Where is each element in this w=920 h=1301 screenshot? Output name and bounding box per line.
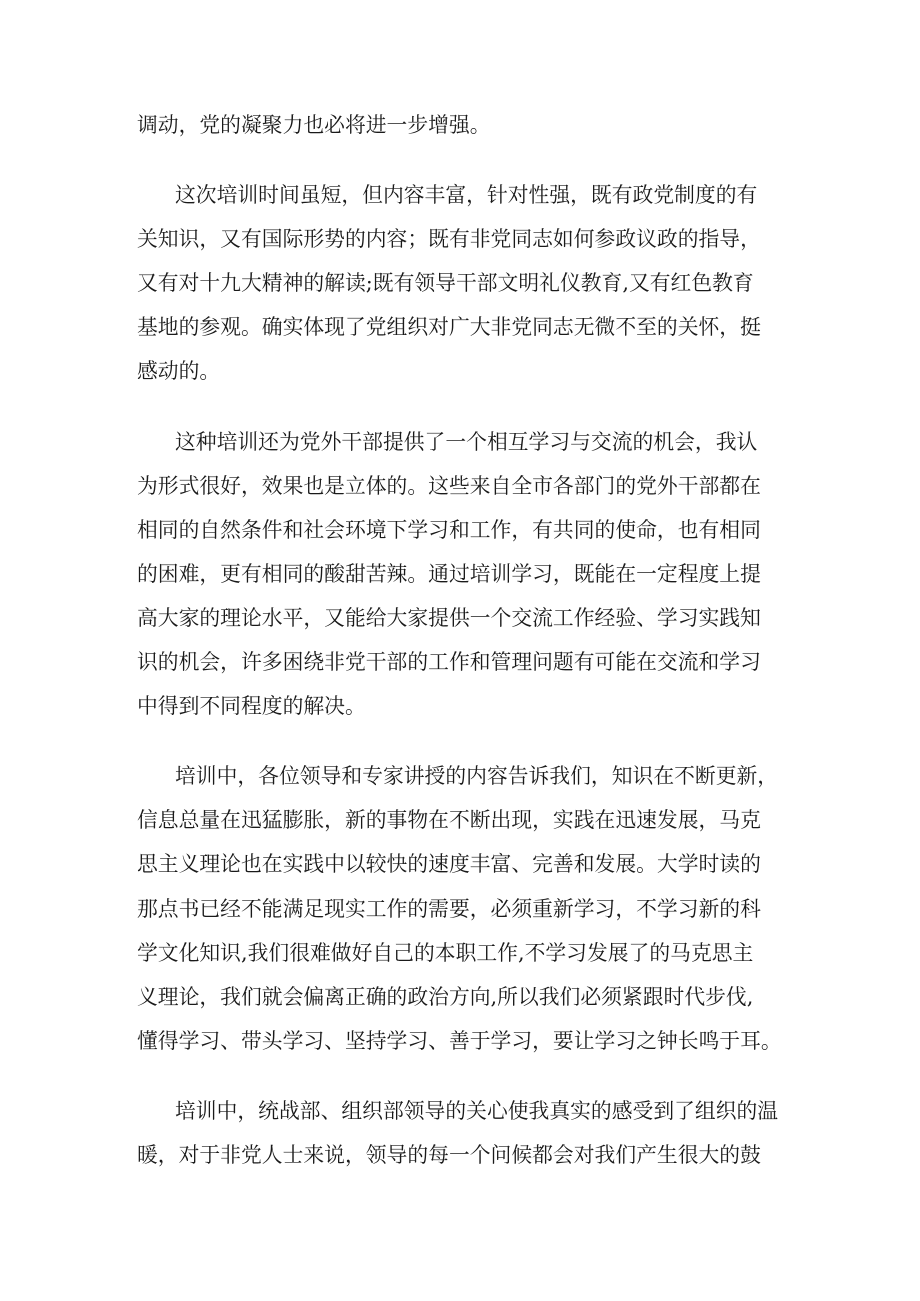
paragraph-5 <box>137 1089 797 1177</box>
paragraph-line: 培训中，统战部、组织部领导的关心使我真实的感受到了组织的温 <box>175 1098 779 1123</box>
paragraph-line: 感动的。 <box>137 359 221 384</box>
paragraph-line: 又有对十九大精神的解读;既有领导干部文明礼仪教育,又有红色教育 <box>137 271 754 296</box>
paragraph-line: 暖，对于非党人士来说，领导的每一个问候都会对我们产生很大的鼓 <box>137 1142 761 1167</box>
paragraph-line: 培训中，各位领导和专家讲授的内容告诉我们，知识在不断更新， <box>175 764 779 789</box>
paragraph-line: 高大家的理论水平，又能给大家提供一个交流工作经验、学习实践知 <box>137 605 761 630</box>
paragraph-line: 为形式很好，效果也是立体的。这些来自全市各部门的党外干部都在 <box>137 473 761 498</box>
paragraph-line: 这种培训还为党外干部提供了一个相互学习与交流的机会，我认 <box>175 429 758 454</box>
paragraph-line: 义理论，我们就会偏离正确的政治方向,所以我们必须紧跟时代步伐, <box>137 984 754 1009</box>
paragraph-line: 这次培训时间虽短，但内容丰富，针对性强，既有政党制度的有 <box>175 183 758 208</box>
paragraph-line: 思主义理论也在实践中以较快的速度丰富、完善和发展。大学时读的 <box>137 852 761 877</box>
paragraph-line: 中得到不同程度的解决。 <box>137 694 366 719</box>
paragraph-line: 相同的自然条件和社会环境下学习和工作，有共同的使命，也有相同 <box>137 517 761 542</box>
document-page <box>137 103 797 1177</box>
paragraph-line: 调动，党的凝聚力也必将进一步增强。 <box>137 113 491 137</box>
paragraph-2 <box>137 173 797 393</box>
paragraph-line: 关知识，又有国际形势的内容；既有非党同志如何参政议政的指导， <box>137 227 761 252</box>
paragraph-line: 那点书已经不能满足现实工作的需要，必须重新学习，不学习新的科 <box>137 896 761 921</box>
paragraph-3 <box>137 420 797 729</box>
paragraph-1 <box>137 103 797 147</box>
paragraph-line: 懂得学习、带头学习、坚持学习、善于学习，要让学习之钟长鸣于耳。 <box>137 1028 782 1053</box>
paragraph-line: 基地的参观。确实体现了党组织对广大非党同志无微不至的关怀，挺 <box>137 315 761 340</box>
paragraph-line: 信息总量在迅猛膨胀，新的事物在不断出现，实践在迅速发展，马克 <box>137 808 761 833</box>
paragraph-line: 学文化知识,我们很难做好自己的本职工作,不学习发展了的马克思主 <box>137 940 754 965</box>
paragraph-line: 的困难，更有相同的酸甜苦辣。通过培训学习，既能在一定程度上提 <box>137 561 761 586</box>
paragraph-4 <box>137 754 797 1063</box>
paragraph-line: 识的机会，许多困绕非党干部的工作和管理问题有可能在交流和学习 <box>137 650 761 675</box>
